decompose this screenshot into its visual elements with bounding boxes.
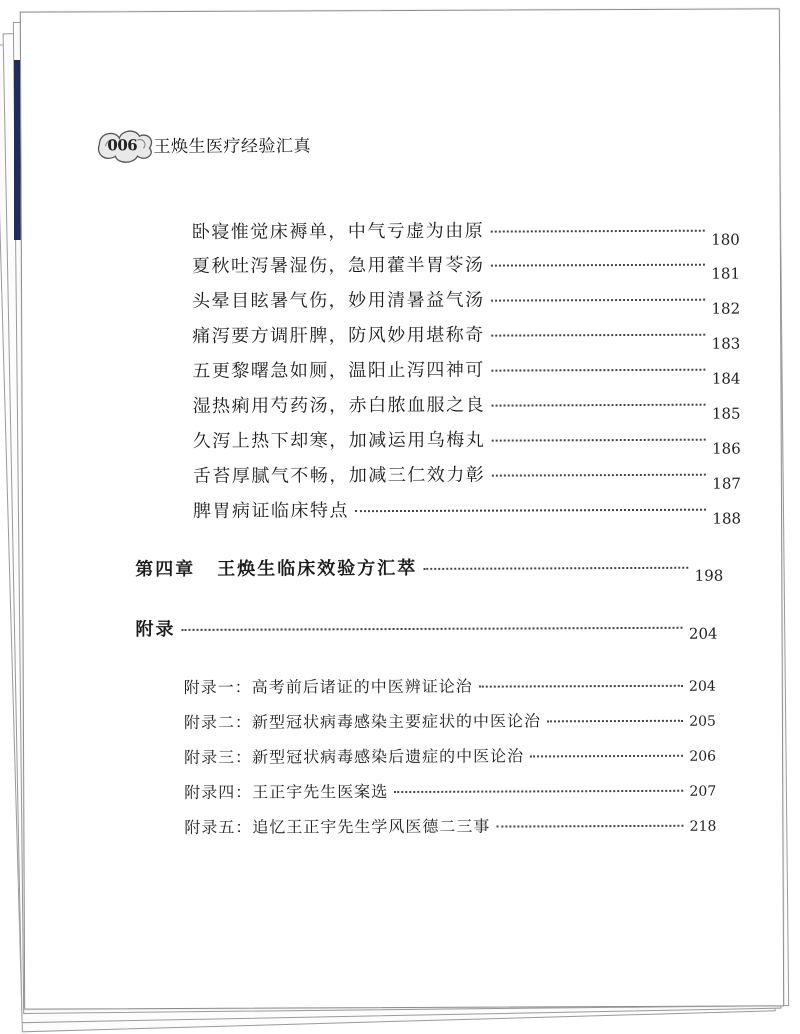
page-number: 006 (107, 136, 138, 155)
toc-entry-page: 182 (711, 299, 741, 318)
toc-entry-page: 180 (711, 230, 740, 249)
toc-entry-page: 181 (711, 264, 741, 283)
appendix-page: 204 (688, 624, 718, 643)
appendix-title: 附录 (135, 618, 176, 641)
toc-chapter-entry[interactable] (135, 553, 724, 585)
toc-appendix-item[interactable] (184, 813, 716, 838)
toc-entry-title: 五更黎曙急如厕，温阳止泻四神可 (192, 359, 485, 382)
appendix-item-title: 附录二：新型冠状病毒感染主要症状的中医论治 (183, 711, 541, 732)
dot-leader (182, 627, 683, 631)
dot-leader (491, 334, 706, 337)
toc-entry-page: 187 (712, 474, 741, 493)
appendix-item-page: 204 (689, 678, 716, 695)
toc-entry[interactable] (192, 495, 742, 528)
toc-entry-title: 脾胃病证临床特点 (192, 500, 350, 522)
toc-entry[interactable] (192, 390, 741, 423)
dot-leader (547, 720, 683, 723)
dot-leader (355, 509, 706, 513)
toc-entry-page: 185 (711, 404, 741, 423)
dot-leader (479, 685, 683, 688)
toc-appendix-item[interactable] (184, 708, 716, 733)
toc-entry-page: 186 (712, 439, 741, 458)
appendix-item-title: 附录三：新型冠状病毒感染后遗症的中医论治 (184, 746, 525, 767)
toc-appendix-item[interactable] (184, 673, 716, 698)
dot-leader (490, 264, 705, 267)
dot-leader (423, 567, 688, 570)
dot-leader (394, 790, 683, 793)
toc-entry[interactable] (192, 355, 741, 388)
toc-entry-title: 舌苔厚腻气不畅，加减三仁效力彰 (192, 464, 486, 487)
toc-entry-title: 头晕目眩暑气伤，妙用清暑益气汤 (192, 289, 485, 312)
appendix-item-page: 205 (689, 713, 716, 730)
dot-leader (491, 404, 706, 407)
toc-entry[interactable] (192, 320, 741, 353)
dot-leader (496, 825, 683, 828)
appendix-item-page: 218 (689, 818, 717, 835)
appendix-item-page: 206 (689, 748, 717, 765)
toc-entry-title: 卧寝惟觉床褥单，中气亏虚为由原 (191, 220, 485, 243)
toc-entry-title: 久泻上热下却寒，加减运用乌梅丸 (192, 429, 486, 452)
toc-entry[interactable] (192, 460, 741, 493)
toc-page (20, 8, 784, 1009)
toc-appendix-item[interactable] (184, 778, 716, 803)
dot-leader (491, 369, 706, 372)
chapter-label: 第四章 (135, 558, 196, 581)
running-header (93, 123, 311, 164)
appendix-item-page: 207 (689, 783, 717, 800)
toc-entry[interactable] (191, 216, 740, 249)
appendix-item-title: 附录五：追忆王正宇先生学风医德二三事 (184, 816, 491, 837)
toc-entry-title: 夏秋吐泻暑湿伤，急用藿半胃苓汤 (191, 254, 485, 277)
toc-entry-page: 184 (711, 369, 741, 388)
dot-leader (491, 299, 706, 302)
appendix-item-title: 附录四：王正宇先生医案选 (184, 782, 389, 802)
dot-leader (530, 755, 683, 758)
dot-leader (490, 230, 705, 233)
chapter-title: 王焕生临床效验方汇萃 (217, 557, 418, 580)
cloud-scroll-ornament-icon (93, 124, 157, 164)
toc-appendix-entry[interactable] (135, 613, 717, 642)
toc-entry-title: 痛泻要方调肝脾，防风妙用堪称奇 (192, 324, 485, 347)
toc-entry-title: 湿热痢用芍药汤，赤白脓血服之良 (192, 394, 486, 417)
chapter-page: 198 (694, 566, 724, 585)
toc-entry-page: 183 (711, 334, 741, 353)
toc-appendix-item[interactable] (184, 743, 716, 768)
toc-entry[interactable] (192, 425, 741, 458)
book-title: 王焕生医疗经验汇真 (153, 135, 311, 157)
dot-leader (491, 439, 706, 442)
toc-entry-page: 188 (712, 509, 742, 528)
toc-entry[interactable] (191, 250, 741, 283)
appendix-item-title: 附录一：高考前后诸证的中医辨证论治 (183, 676, 473, 697)
dot-leader (491, 474, 706, 477)
toc-entry[interactable] (192, 285, 741, 318)
